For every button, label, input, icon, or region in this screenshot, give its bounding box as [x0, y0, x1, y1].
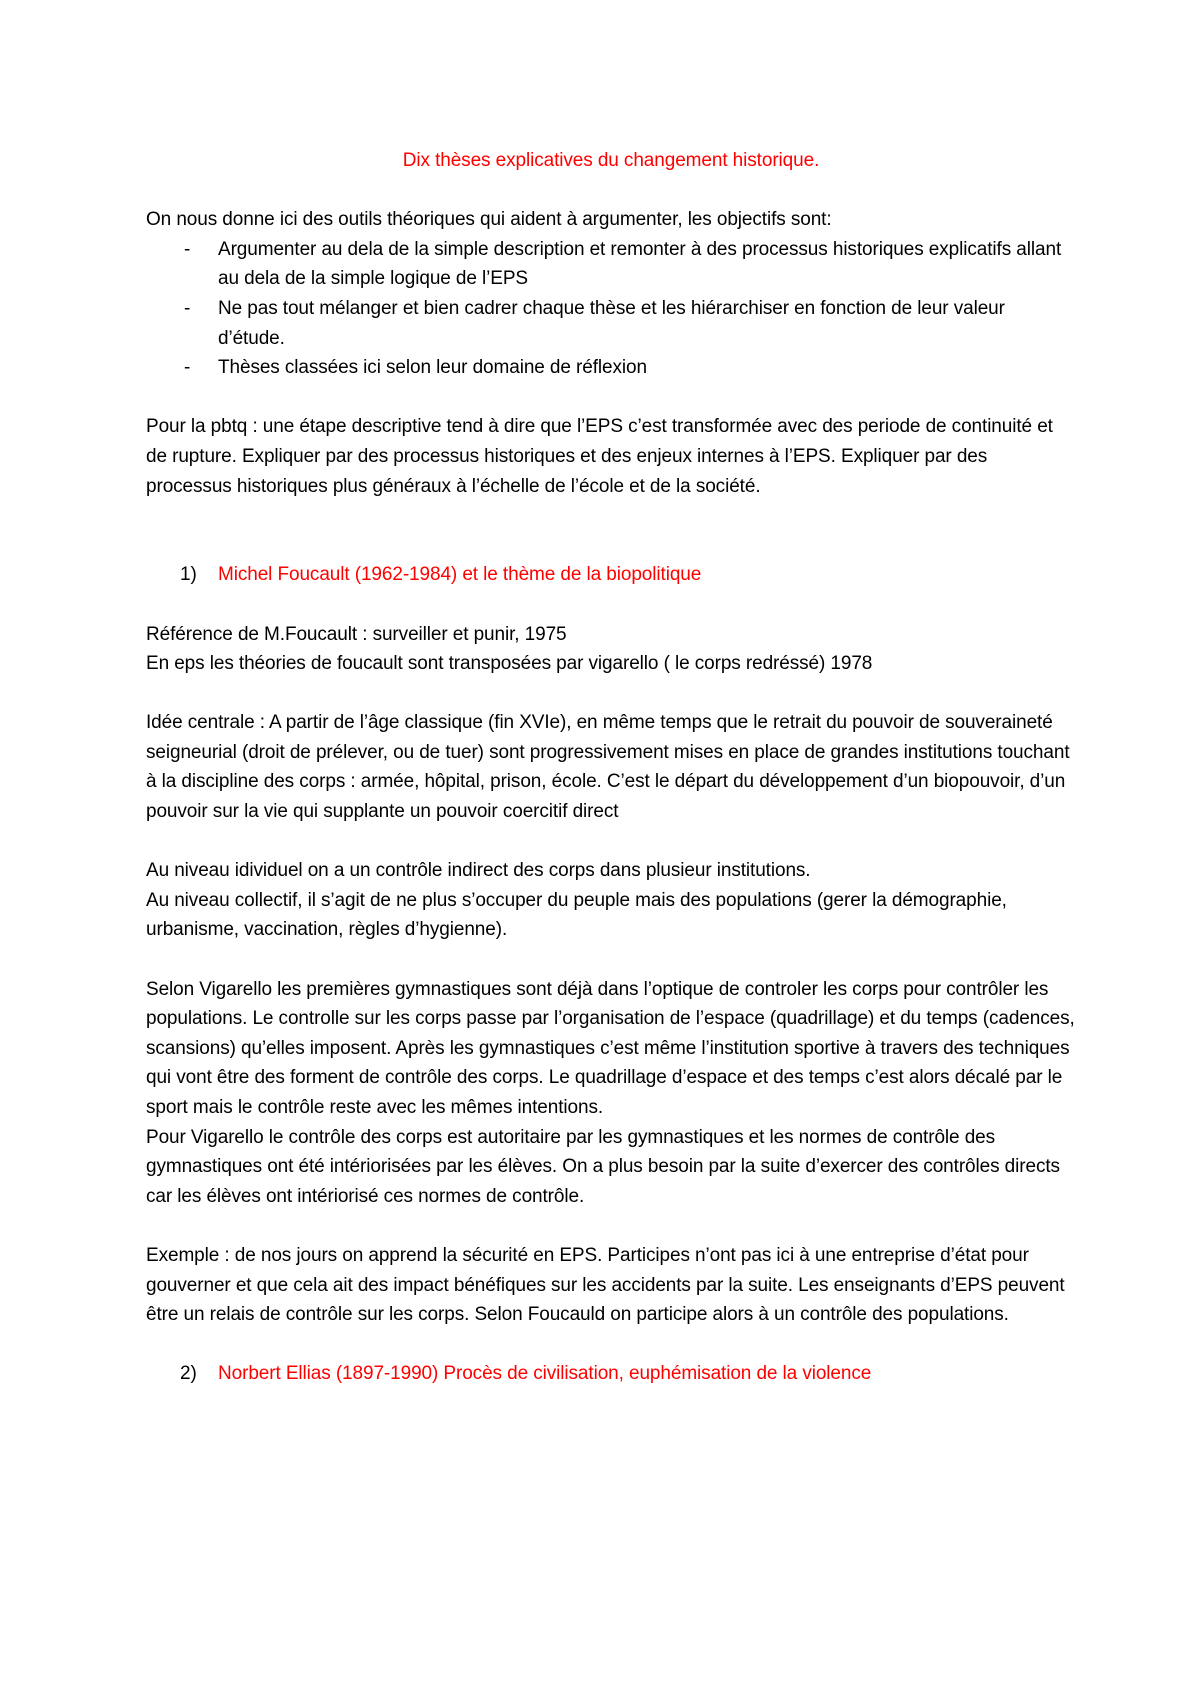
vigarello-paragraph-2: Pour Vigarello le contrôle des corps est autoritaire par les gymnastiques et les normes de contrôle des gymnastiques ont été intériorisées par les élèves. On a plus besoin par la suite d’exercer des contrôles directs car les élèves ont intériorisé ces normes de contrôle. [146, 1126, 1060, 1207]
document-body [146, 146, 1076, 1389]
list-item-text: Thèses classées ici selon leur domaine de réflexion [218, 357, 647, 379]
list-item [146, 294, 1076, 353]
central-idea-paragraph: Idée centrale : A partir de l’âge classique (fin XVIe), en même temps que le retrait du pouvoir de souveraineté seigneurial (droit de prélever, ou de tuer) sont progressivement mises en place de grandes institutions touchant à la discipline des corps : armée, hôpital, prison, école. C’est le départ du développement d’un biopouvoir, d’un pouvoir sur la vie qui supplante un pouvoir coercitif direct [146, 712, 1070, 823]
bullet-dash: - [184, 357, 191, 379]
pbtq-paragraph: Pour la pbtq : une étape descriptive tend à dire que l’EPS c’est transformée avec des periode de continuité et de rupture. Expliquer par des processus historiques et des enjeux internes à l’EPS. Expliquer par des processus historiques plus généraux à l’échelle de l’école et de la société. [146, 416, 1053, 497]
document-title: Dix thèses explicatives du changement historique. [402, 150, 820, 171]
section-number: 2) [180, 1363, 197, 1385]
bullet-dash: - [184, 297, 191, 319]
individual-level-line: Au niveau idividuel on a un contrôle indirect des corps dans plusieur institutions. [146, 860, 811, 882]
objectives-list [146, 235, 1076, 383]
section-heading-foucault [146, 560, 1076, 590]
collective-level-paragraph: Au niveau collectif, il s’agit de ne plus s’occuper du peuple mais des populations (gerer la démographie, urbanisme, vaccination, règles d’hygienne). [146, 889, 1007, 941]
vigarello-paragraph: Selon Vigarello les premières gymnastiques sont déjà dans l’optique de controler les corps pour contrôler les populations. Le controlle sur les corps passe par l’organisation de l’espace (quadrillage) et du temps (cadences, scansions) qu’elles imposent. Après les gymnastiques c’est même l’institution sportive à travers des techniques qui vont être des forment de contrôle des corps. Le quadrillage d’espace et des temps c’est alors décalé par le sport mais le contrôle reste avec les mêmes intentions. [146, 978, 1075, 1118]
example-paragraph: Exemple : de nos jours on apprend la sécurité en EPS. Participes n’ont pas ici à une entreprise d’état pour gouverner et que cela ait des impact bénéfiques sur les accidents par la suite. Les enseignants d’EPS peuvent être un relais de contrôle sur les corps. Selon Foucauld on participe alors à un contrôle des populations. [146, 1244, 1065, 1326]
bullet-dash: - [184, 238, 191, 260]
reference-line: Référence de M.Foucault : surveiller et punir, 1975 [146, 623, 567, 645]
intro-paragraph: On nous donne ici des outils théoriques qui aident à argumenter, les objectifs sont: [146, 209, 832, 231]
list-item [146, 235, 1076, 294]
section-heading-text: Michel Foucault (1962-1984) et le thème de la biopolitique [218, 564, 702, 586]
section-number: 1) [180, 564, 197, 586]
list-item [146, 353, 1076, 383]
list-item-text: Argumenter au dela de la simple description et remonter à des processus historiques explicatifs allant au dela de la simple logique de l’EPS [218, 238, 1062, 290]
reference-line-vigarello: En eps les théories de foucault sont transposées par vigarello ( le corps redréssé) 1978 [146, 653, 873, 675]
section-heading-ellias [146, 1359, 1076, 1389]
list-item-text: Ne pas tout mélanger et bien cadrer chaque thèse et les hiérarchiser en fonction de leur valeur d’étude. [218, 297, 1005, 349]
section-heading-text: Norbert Ellias (1897-1990) Procès de civilisation, euphémisation de la violence [218, 1363, 872, 1385]
